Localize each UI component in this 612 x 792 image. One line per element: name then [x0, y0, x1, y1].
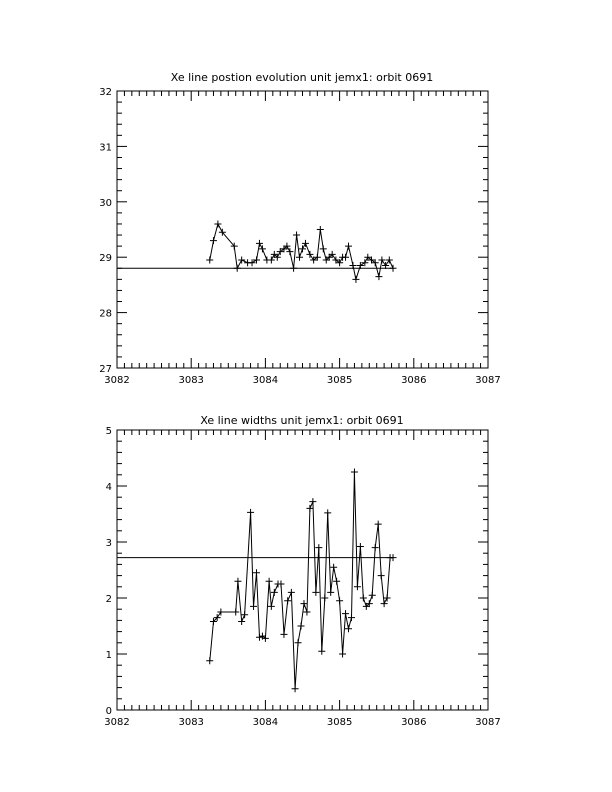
width-x-tick-label: 3087: [475, 717, 501, 728]
position-x-tick-label: 3085: [326, 375, 353, 386]
position-y-tick-label: 28: [99, 308, 112, 320]
width-x-tick-label: 3086: [401, 717, 427, 728]
width-y-tick-label: 0: [105, 706, 112, 717]
width-chart-title: Xe line widths unit jemx1: orbit 0691: [200, 414, 404, 427]
position-x-tick-label: 3082: [104, 375, 130, 386]
width-y-tick-label: 1: [105, 650, 112, 661]
width-y-tick-label: 5: [105, 426, 112, 437]
position-y-tick-label: 32: [99, 87, 112, 98]
width-y-tick-label: 2: [105, 594, 112, 605]
width-y-tick-label: 3: [105, 538, 112, 549]
position-y-tick-label: 31: [99, 142, 112, 154]
position-x-tick-label: 3086: [401, 375, 427, 386]
width-x-tick-label: 3084: [252, 717, 279, 728]
position-x-tick-label: 3087: [475, 375, 501, 386]
width-x-tick-label: 3082: [104, 717, 130, 728]
position-y-tick-label: 27: [99, 364, 112, 375]
width-x-tick-label: 3085: [326, 717, 353, 728]
width-y-tick-label: 4: [105, 482, 112, 493]
width-x-tick-label: 3083: [178, 717, 204, 728]
position-x-tick-label: 3083: [178, 375, 204, 386]
position-y-tick-label: 30: [99, 197, 112, 209]
position-y-tick-label: 29: [99, 253, 112, 265]
position-x-tick-label: 3084: [252, 375, 279, 386]
position-chart-title: Xe line postion evolution unit jemx1: orbit 0691: [170, 71, 434, 84]
